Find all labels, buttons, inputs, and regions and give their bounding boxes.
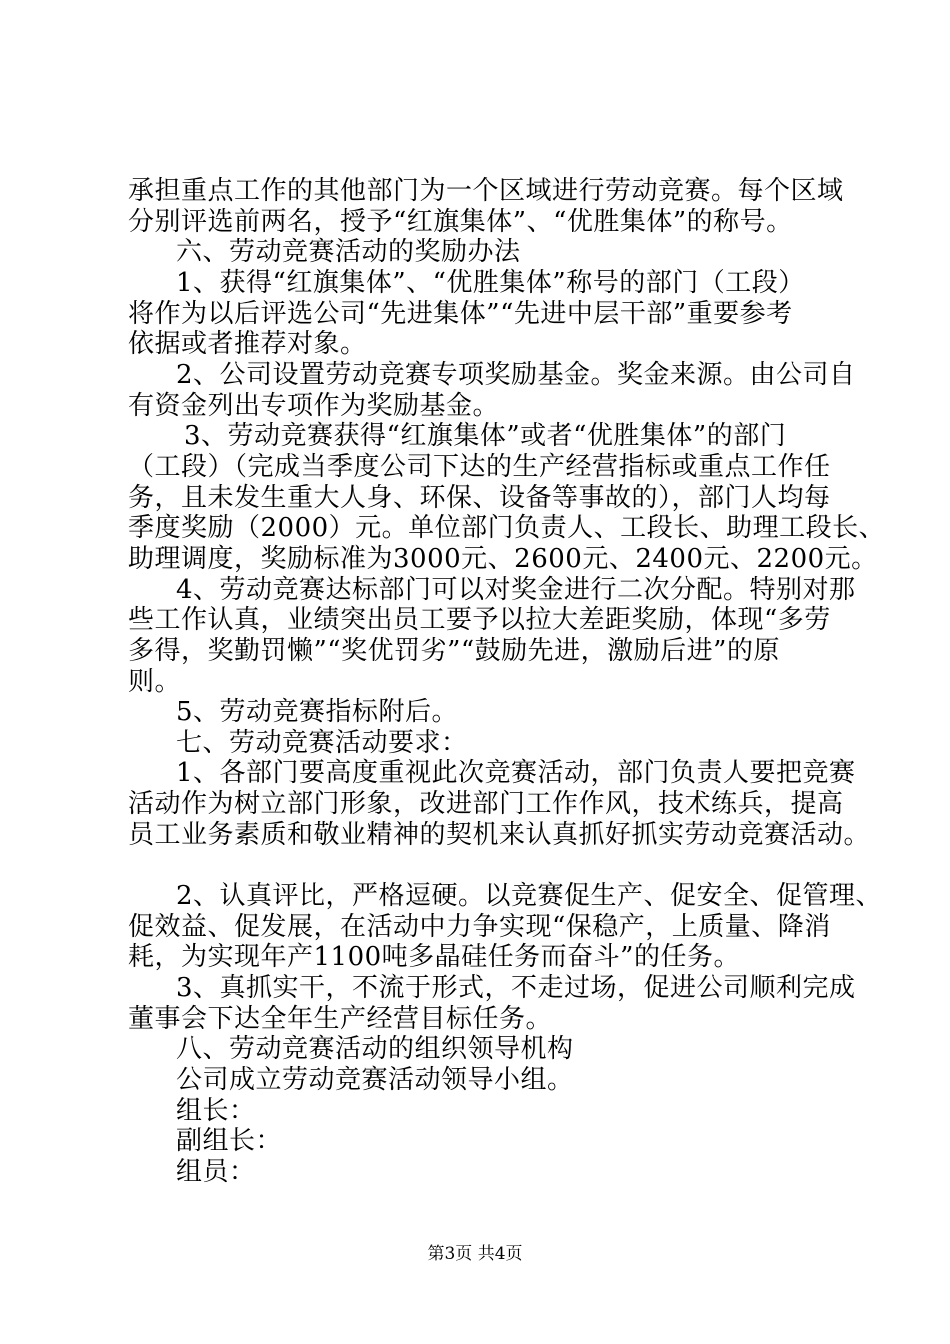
paragraph-line: 公司成立劳动竞赛活动领导小组。: [176, 1065, 574, 1095]
section-heading: 六、劳动竞赛活动的奖励办法: [176, 237, 521, 267]
paragraph-line: 3、劳动竞赛获得“红旗集体”或者“优胜集体”的部门: [184, 421, 787, 451]
section-heading: 八、劳动竞赛活动的组织领导机构: [176, 1034, 574, 1064]
paragraph-line: 分别评选前两名，授予“红旗集体”、“优胜集体”的称号。: [128, 207, 793, 237]
section-heading: 七、劳动竞赛活动要求：: [176, 728, 468, 758]
paragraph-line: 耗，为实现年产1100吨多晶硅任务而奋斗”的任务。: [128, 942, 740, 972]
paragraph-line: 活动作为树立部门形象，改进部门工作作风，技术练兵，提高: [128, 789, 844, 819]
paragraph-line: （工段）（完成当季度公司下达的生产经营指标或重点工作任: [128, 452, 831, 482]
page-footer: 第3页 共4页: [427, 1244, 523, 1264]
paragraph-line: 董事会下达全年生产经营目标任务。: [128, 1004, 553, 1034]
member-label: 组员：: [176, 1157, 256, 1187]
paragraph-line: 多得，奖勤罚懒”“奖优罚劣”“鼓励先进，激励后进”的原: [128, 636, 780, 666]
paragraph-line: 促效益、促发展，在活动中力争实现“保稳产，上质量、降消: [128, 912, 831, 942]
paragraph-line: 5、劳动竞赛指标附后。: [176, 697, 459, 727]
deputy-leader-label: 副组长：: [176, 1126, 283, 1156]
paragraph-line: 1、各部门要高度重视此次竞赛活动，部门负责人要把竞赛: [176, 758, 856, 788]
paragraph-line: 助理调度，奖励标准为3000元、2600元、2400元、2200元。: [128, 544, 878, 574]
paragraph-line: 员工业务素质和敬业精神的契机来认真抓好抓实劳动竞赛活动。: [128, 820, 871, 850]
paragraph-line: 1、获得“红旗集体”、“优胜集体”称号的部门（工段）: [176, 268, 805, 298]
paragraph-line: 3、真抓实干，不流于形式，不走过场，促进公司顺利完成: [176, 973, 856, 1003]
paragraph-line: 务，且未发生重大人身、环保、设备等事故的），部门人均每: [128, 483, 831, 513]
paragraph-line: 4、劳动竞赛达标部门可以对奖金进行二次分配。特别对那: [176, 575, 856, 605]
paragraph-line: 2、公司设置劳动竞赛专项奖励基金。奖金来源。由公司自: [176, 360, 856, 390]
paragraph-line: 则。: [128, 667, 182, 697]
paragraph-line: 季度奖励（2000）元。单位部门负责人、工段长、助理工段长、: [128, 513, 886, 543]
paragraph-line: 承担重点工作的其他部门为一个区域进行劳动竞赛。每个区域: [128, 176, 844, 206]
leader-label: 组长：: [176, 1096, 256, 1126]
paragraph-line: 依据或者推荐对象。: [128, 329, 367, 359]
paragraph-line: 有资金列出专项作为奖励基金。: [128, 391, 500, 421]
paragraph-line: 将作为以后评选公司“先进集体”“先进中层干部”重要参考: [128, 299, 793, 329]
paragraph-line: 2、认真评比，严格逗硬。以竞赛促生产、促安全、促管理、: [176, 881, 883, 911]
paragraph-line: 些工作认真，业绩突出员工要予以拉大差距奖励，体现“多劳: [128, 605, 831, 635]
